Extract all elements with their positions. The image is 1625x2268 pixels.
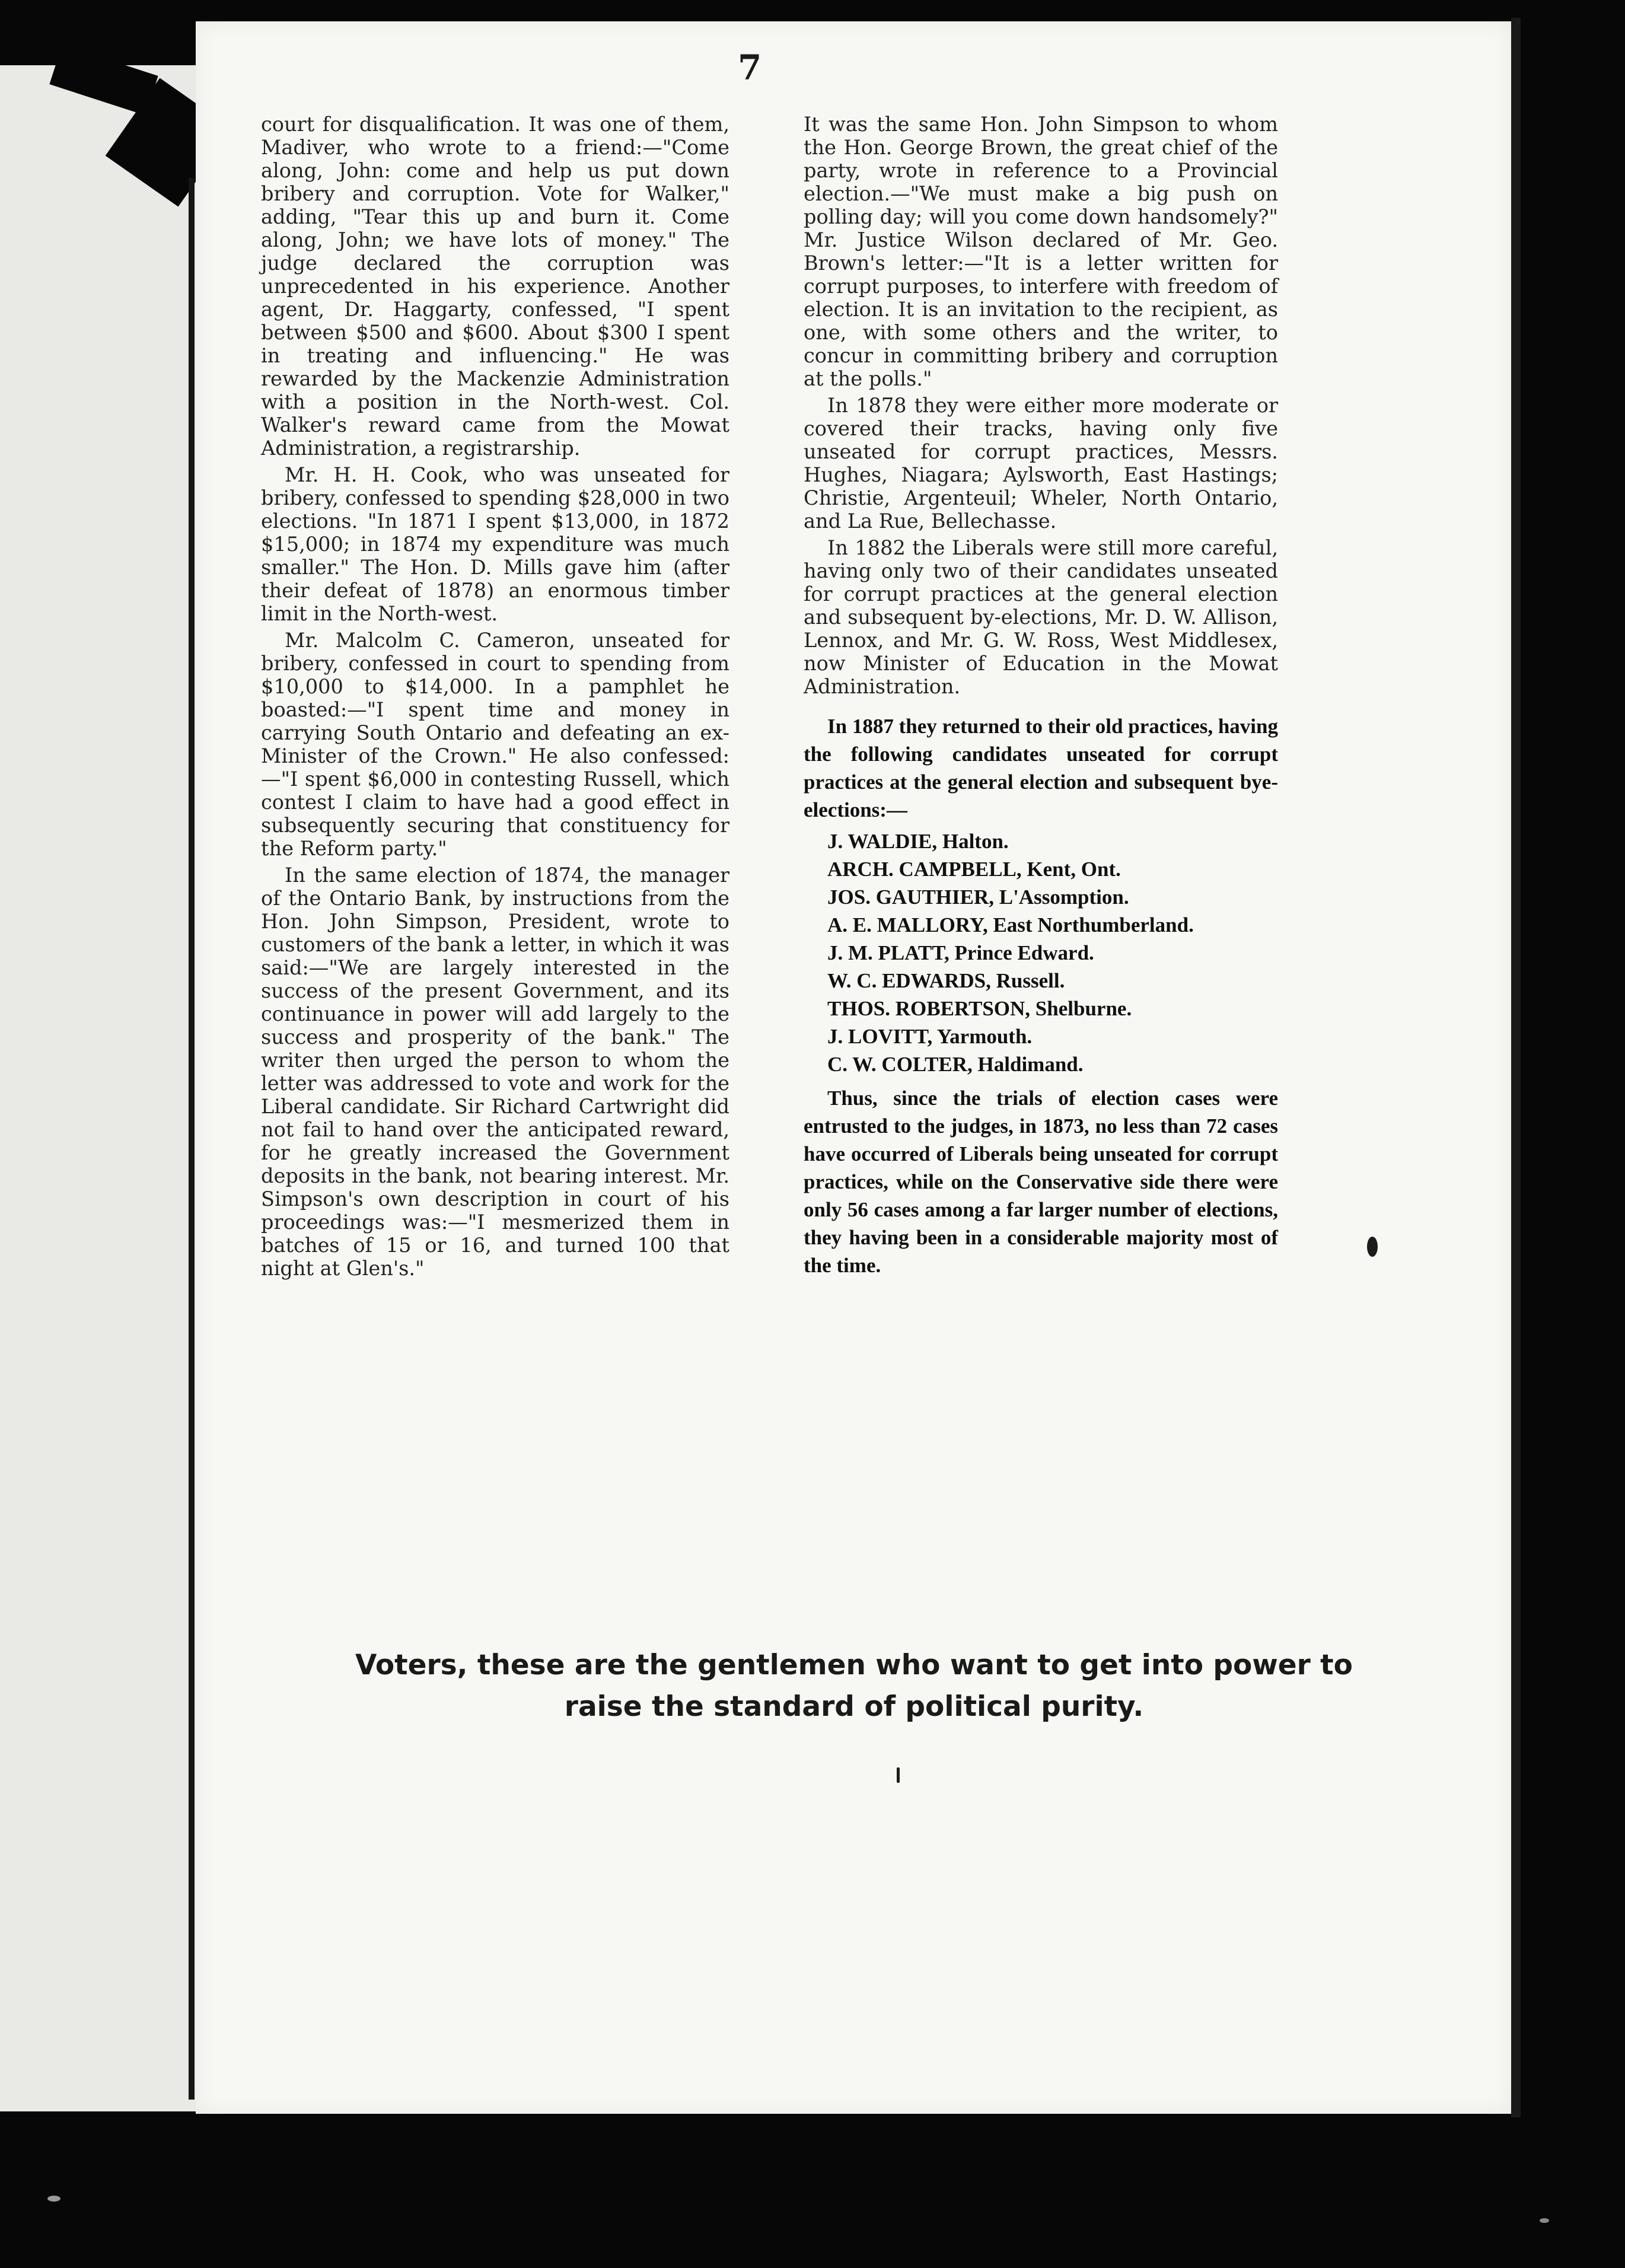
dust-speck xyxy=(1540,2218,1549,2223)
list-item: THOS. ROBERTSON, Shelburne. xyxy=(827,997,1132,1020)
paragraph: court for disqualification. It was one of them, Madiver, who wrote to a friend:—"Come along, John: come and help us put down bribery and corruption. Vote for Walker," adding, "Tear this up and burn it. Come along, John; we have lots of money." The judge declared the corruption was unprecedented in his experience. Another agent, Dr. Haggarty, confessed, "I spent between $500 and $600. About $300 I spent in treating and influencing." He was rewarded by the Mackenzie Administration with a position in the North-west. Col. Walker's reward came from the Mowat Administration, a registrarship. xyxy=(261,113,729,460)
paragraph: In 1882 the Liberals were still more careful, having only two of their candidates unseated for corrupt practices at the general election and subsequent by-elections, Mr. D. W. Allison, Lennox, and Mr. G. W. Ross, West Middlesex, now Minister of Education in the Mowat Administration. xyxy=(804,536,1278,698)
facing-page-edge xyxy=(0,24,196,2111)
paragraph: It was the same Hon. John Simpson to whom the Hon. George Brown, the great chief of the party, wrote in reference to a Provincial election.—"We must make a big push on polling day; will you come down handsomely?" Mr. Justice Wilson declared of Mr. Geo. Brown's letter:—"It is a letter written for corrupt purposes, to interfere with freedom of election. It is an invitation to the recipient, as one, with some others and the writer, to concur in committing bribery and corruption at the polls." xyxy=(804,113,1278,390)
page-fold-line xyxy=(189,178,195,2100)
dust-speck xyxy=(47,2196,60,2202)
list-item: JOS. GAUTHIER, L'Assomption. xyxy=(827,885,1129,909)
list-item: J. LOVITT, Yarmouth. xyxy=(827,1025,1033,1048)
list-item: W. C. EDWARDS, Russell. xyxy=(827,969,1065,992)
intro-1887: In 1887 they returned to their old practices, having the following candidates unseated for corrupt practices at the general election and subsequent bye-elections:— xyxy=(804,715,1278,821)
paragraph: In 1878 they were either more moderate or covered their tracks, having only five unseated for corrupt practices, Messrs. Hughes, Niagara; Aylsworth, East Hastings; Christie, Argenteuil; Wheler, North Ontario, and La Rue, Bellechasse. xyxy=(804,394,1278,533)
list-item: ARCH. CAMPBELL, Kent, Ont. xyxy=(827,858,1121,881)
paragraph: Mr. Malcolm C. Cameron, unseated for bribery, confessed in court to spending from $10,000 to $14,000. In a pamphlet he boasted:—"I spent time and money in carrying South Ontario and defeating an ex-Minister of the Crown." He also confessed:—"I spent $6,000 in contesting Russell, which contest I claim to have had a good effect in subsequently securing that constituency for the Reform party." xyxy=(261,629,729,860)
paragraph: In the same election of 1874, the manager of the Ontario Bank, by instructions from the Hon. John Simpson, President, wrote to customers of the bank a letter, in which it was said:—"We are largely interested in the success of the present Government, and its continuance in power will add largely to the success and prosperity of the bank." The writer then urged the person to whom the letter was addressed to vote and work for the Liberal candidate. Sir Richard Cartwright did not fail to hand over the anticipated reward, for he greatly increased the Government deposits in the bank, not bearing interest. Mr. Simpson's own description in court of his proceedings was:—"I mesmerized them in batches of 15 or 16, and turned 100 that night at Glen's." xyxy=(261,864,729,1280)
list-item: J. WALDIE, Halton. xyxy=(827,830,1009,853)
conclusion-paragraph: Thus, since the trials of election cases were entrusted to the judges, in 1873, no less than 72 cases have occurred of Liberals being unseated for corrupt practices, while on the Conservative side there were only 56 cases among a far larger number of elections, they having been in a considerable majority most of the time. xyxy=(804,1087,1278,1277)
left-column xyxy=(261,113,729,1283)
paragraph: Mr. H. H. Cook, who was unseated for bribery, confessed to spending $28,000 in two elections. "In 1871 I spent $13,000, in 1872 $15,000; in 1874 my expenditure was much smaller." The Hon. D. Mills gave him (after their defeat of 1878) an enormous timber limit in the North-west. xyxy=(261,463,729,625)
list-item: A. E. MALLORY, East Northumberland. xyxy=(827,913,1194,936)
ink-speck xyxy=(1367,1237,1378,1257)
torn-corner xyxy=(0,0,196,65)
list-item: J. M. PLATT, Prince Edward. xyxy=(827,941,1094,964)
closing-statement-line-2: raise the standard of political purity. xyxy=(564,1690,1144,1723)
ink-speck xyxy=(897,1767,900,1783)
page-edge-shadow xyxy=(1511,18,1521,2117)
closing-statement-line-1: Voters, these are the gentlemen who want to get into power to xyxy=(355,1649,1353,1681)
right-column xyxy=(804,113,1278,1283)
candidates-section xyxy=(804,712,1278,1279)
page-number: 7 xyxy=(738,47,762,88)
candidate-list xyxy=(804,827,1278,1078)
list-item: C. W. COLTER, Haldimand. xyxy=(827,1053,1084,1076)
